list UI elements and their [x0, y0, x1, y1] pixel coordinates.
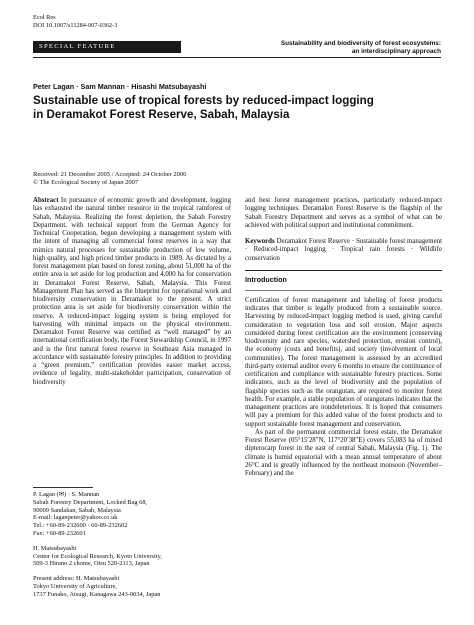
introduction-paragraph-2: As part of the permanent commercial forest estate, the Deramakot Forest Reserve (05°15′28″N, 117°20′38″E) covers 55,083 ha of mixed dipterocarp forest in the east of central Sabah, Malaysia (Fig. 1). The climate is humid equatorial with a mean annual temperature of about 26°C and is greatly influenced by the northeast monsoon (November–February) and the — [245, 428, 442, 477]
affil-email: E-mail: laganpeter@yahoo.co.uk — [33, 514, 118, 522]
affil-fax: Fax: +60-89-232601 — [33, 529, 86, 537]
article-title — [33, 94, 443, 122]
title-line-1: Sustainable use of tropical forests by reduced-impact logging — [33, 94, 374, 107]
affil-tel: Tel.: +60-89-232600 · 60-89-232602 — [33, 522, 128, 530]
journal-name: Ecol Res — [33, 14, 56, 21]
affil-line: 1737 Funako, Atsugi, Kanagawa 243-0034, Japan — [33, 590, 161, 598]
received-dates: Received: 21 December 2005 / Accepted: 24 October 2006 — [33, 171, 187, 178]
right-column — [245, 197, 442, 478]
affil-line: Tokyo University of Agriculture, — [33, 582, 118, 590]
special-feature-banner: SPECIAL FEATURE — [33, 41, 181, 53]
feature-subtitle — [211, 40, 441, 57]
authors: Peter Lagan · Sam Mannan · Hisashi Matsubayashi — [33, 82, 207, 91]
title-line-2: in Deramakot Forest Reserve, Sabah, Malaysia — [33, 108, 290, 121]
left-column — [33, 197, 231, 387]
affil-line: 90009 Sandakan, Sabah, Malaysia — [33, 506, 121, 514]
affiliations — [33, 491, 231, 599]
keywords-label: Keywords — [245, 238, 275, 245]
keywords — [245, 238, 442, 263]
introduction-heading: Introduction — [245, 274, 287, 284]
abstract-continued: and best forest management practices, particularly reduced-impact logging techniques. Deramakot Forest Reserve is the flagship of the Sabah Forestry Department and serves as a symbol of what can be achieved with political support and institutional commitment. — [245, 197, 442, 229]
copyright: © The Ecological Society of Japan 2007 — [33, 179, 139, 187]
footnote-divider — [33, 487, 93, 488]
keywords-text: Deramakot Forest Reserve · Sustainable forest management · Reduced-impact logging · Tropical rain forests · Wildlife conservation — [245, 238, 442, 262]
intro-bottom-rule — [245, 290, 442, 291]
feature-subtitle-line2: an interdisciplinary approach — [351, 48, 441, 56]
journal-header — [33, 14, 117, 30]
affil-line: Sabah Forestry Department, Locked Bag 68, — [33, 498, 148, 506]
affil-line: H. Matsubayashi — [33, 544, 77, 552]
intro-top-rule — [245, 270, 442, 271]
abstract — [33, 197, 231, 387]
affil-line: Center for Ecological Research, Kyoto University, — [33, 552, 162, 560]
received-info — [33, 171, 186, 187]
doi: DOI 10.1007/s11284-007-0362-3 — [33, 22, 118, 29]
present-address: Present address: H. Matsubayashi — [33, 575, 120, 583]
introduction-paragraph-1: Certification of forest management and labeling of forest products indicates that timber is legally produced from a sustainable source. Harvesting by reduced-impact logging method is used, giving careful consideration to vegetation loss and soil erosion. Major aspects considered during forest certification are the environment (conserving biodiversity and rare species, watershed protection, erosion control), the economy (costs and benefits), and society (involvement of local communities). The forest management is assessed by an accredited third-party external auditor every 6 months to ensure the continuance of certification and compliance with sustainable forestry practices. Some indicators, such as the level of biodiversity and the population of flagship species such as the orangutan, are required to monitor forest health. For example, a stable population of orangutans indicates that the management practices are nondeleterious. It is hoped that consumers will pay a premium for this added value of the forest products and to support sustainable forest management and conservation. — [245, 296, 442, 428]
affil-line: 509-3 Hirano 2 chome, Otsu 520-2113, Japan — [33, 560, 150, 568]
abstract-text: In pursuance of economic growth and development, logging has exhausted the natural timber resource in the tropical rainforest of Sabah, Malaysia. Realizing the forest depletion, the Sabah Forestry Department, with technical support from the German Agency for Technical Cooperation, begun developing a management system with the intent of managing all commercial forest reserves in a way that mimics natural processes for sustainable production of low volume, high quality, and high priced timber products in 1989. As dictated by a forest management plan based on forest zoning, about 51,000 ha of the entire area is set aside for log production and 4,000 ha for conservation in Deramakot Forest Reserve, Sabah, Malaysia. This Forest Management Plan has served as the blueprint for operational work and biodiversity conservation in Deramakot to the present. A strict protection area is set aside for biodiversity conservation within the reserve. A reduced-impact logging system is being employed for harvesting with minimal impacts on the physical environment. Deramakot Forest Reserve was certified as “well managed” by an international certification body, the Forest Stewardship Council, in 1997 and is the first natural forest reserve in Southeast Asia managed in accordance with sustainable forestry principles. In addition to providing a “green premium,” certification provides easier market access, evidence of legality, multi-stakeholder participation, conservation of biodiversity — [33, 197, 232, 386]
feature-subtitle-line1: Sustainability and biodiversity of forest ecosystems: — [280, 40, 441, 47]
affil-line: P. Lagan (✉) · S. Mannan — [33, 491, 100, 498]
abstract-label: Abstract — [33, 197, 59, 204]
header-divider — [33, 57, 441, 58]
